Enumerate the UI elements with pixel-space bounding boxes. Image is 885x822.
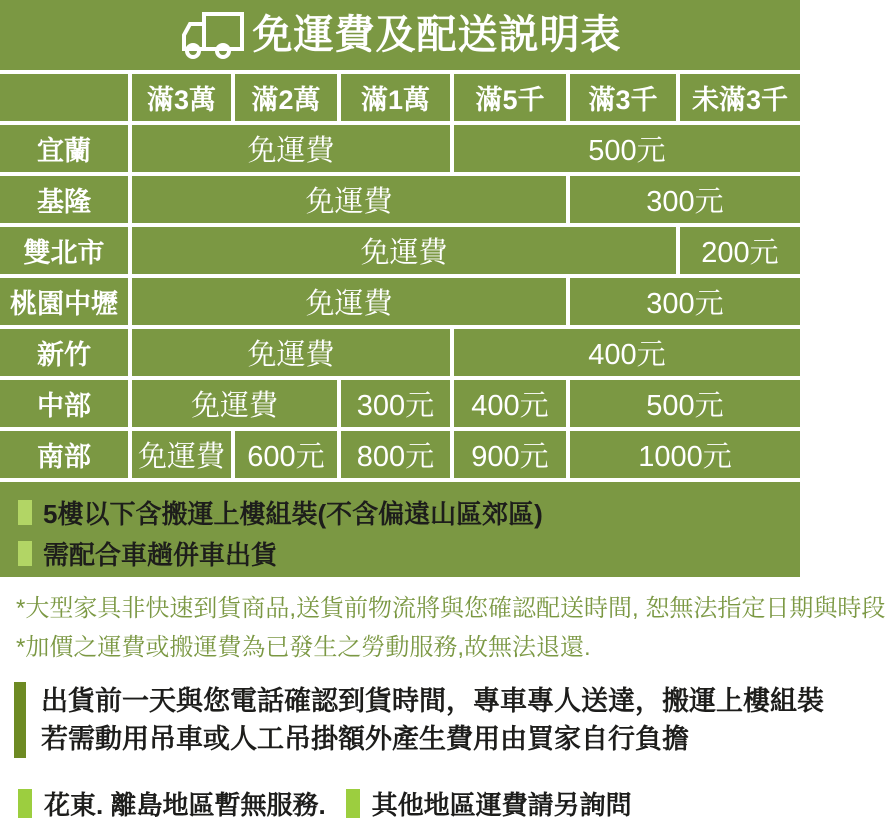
- bullet-square-icon: [18, 789, 32, 818]
- corner-cell: [0, 74, 128, 121]
- note-text: 需配合車趟併車出貨: [43, 540, 278, 570]
- fee-cell: 300元: [570, 278, 800, 325]
- delivery-note: [14, 682, 824, 758]
- bottom-notes: [18, 785, 800, 822]
- fee-cell: 免運費: [132, 278, 566, 325]
- fee-cell: 免運費: [132, 380, 337, 427]
- fee-cell: 400元: [454, 380, 566, 427]
- shipping-fee-table: [0, 70, 800, 482]
- green-notes: [18, 492, 800, 574]
- fine-print-line: *大型家具非快速到貨商品,送貨前物流將與您確認配送時間, 恕無法指定日期與時段: [16, 595, 885, 622]
- list-item: [18, 533, 800, 574]
- fee-cell: 500元: [570, 380, 800, 427]
- col-header: 滿3萬: [132, 74, 231, 121]
- col-header: 滿2萬: [235, 74, 337, 121]
- fee-cell: 免運費: [132, 329, 450, 376]
- fee-cell: 800元: [341, 431, 450, 478]
- fee-cell: 免運費: [132, 125, 450, 172]
- col-header: 滿5千: [454, 74, 566, 121]
- delivery-note-line: 若需動用吊車或人工吊掛額外產生費用由買家自行負擔: [41, 724, 689, 754]
- page-title: 免運費及配送説明表: [252, 13, 622, 57]
- note-text: 花東. 離島地區暫無服務.: [44, 790, 326, 820]
- fee-cell: 600元: [235, 431, 337, 478]
- list-item: [18, 785, 326, 822]
- row-header: 桃園中壢: [0, 278, 128, 325]
- row-header: 中部: [0, 380, 128, 427]
- fee-cell: 免運費: [132, 227, 676, 274]
- white-section: [0, 577, 885, 820]
- fee-cell: 200元: [680, 227, 800, 274]
- fee-cell: 500元: [454, 125, 800, 172]
- fee-cell: 免運費: [132, 431, 231, 478]
- delivery-note-text: [41, 682, 824, 758]
- fee-cell: 300元: [570, 176, 800, 223]
- fee-cell: 900元: [454, 431, 566, 478]
- bullet-square-icon: [18, 500, 32, 525]
- fine-print: [0, 577, 885, 667]
- row-header: 宜蘭: [0, 125, 128, 172]
- accent-bar: [14, 682, 26, 758]
- row-header: 雙北市: [0, 227, 128, 274]
- title-bar: [0, 0, 800, 70]
- list-item: [18, 492, 800, 533]
- truck-icon: [179, 11, 247, 59]
- row-header: 基隆: [0, 176, 128, 223]
- fine-print-line: *加價之運費或搬運費為已發生之勞動服務,故無法退還.: [16, 634, 591, 661]
- bullet-square-icon: [346, 789, 360, 818]
- bullet-square-icon: [18, 541, 32, 566]
- fee-cell: 1000元: [570, 431, 800, 478]
- fee-cell: 400元: [454, 329, 800, 376]
- col-header: 滿3千: [570, 74, 676, 121]
- list-item: [346, 785, 632, 822]
- note-text: 其他地區運費請另詢問: [371, 790, 632, 820]
- row-header: 南部: [0, 431, 128, 478]
- fee-cell: 免運費: [132, 176, 566, 223]
- fee-cell: 300元: [341, 380, 450, 427]
- delivery-note-line: 出貨前一天與您電話確認到貨時間，專車專人送達，搬運上樓組裝: [41, 686, 824, 716]
- row-header: 新竹: [0, 329, 128, 376]
- col-header: 滿1萬: [341, 74, 450, 121]
- col-header: 未滿3千: [680, 74, 800, 121]
- note-text: 5樓以下含搬運上樓組裝(不含偏遠山區郊區): [43, 499, 543, 529]
